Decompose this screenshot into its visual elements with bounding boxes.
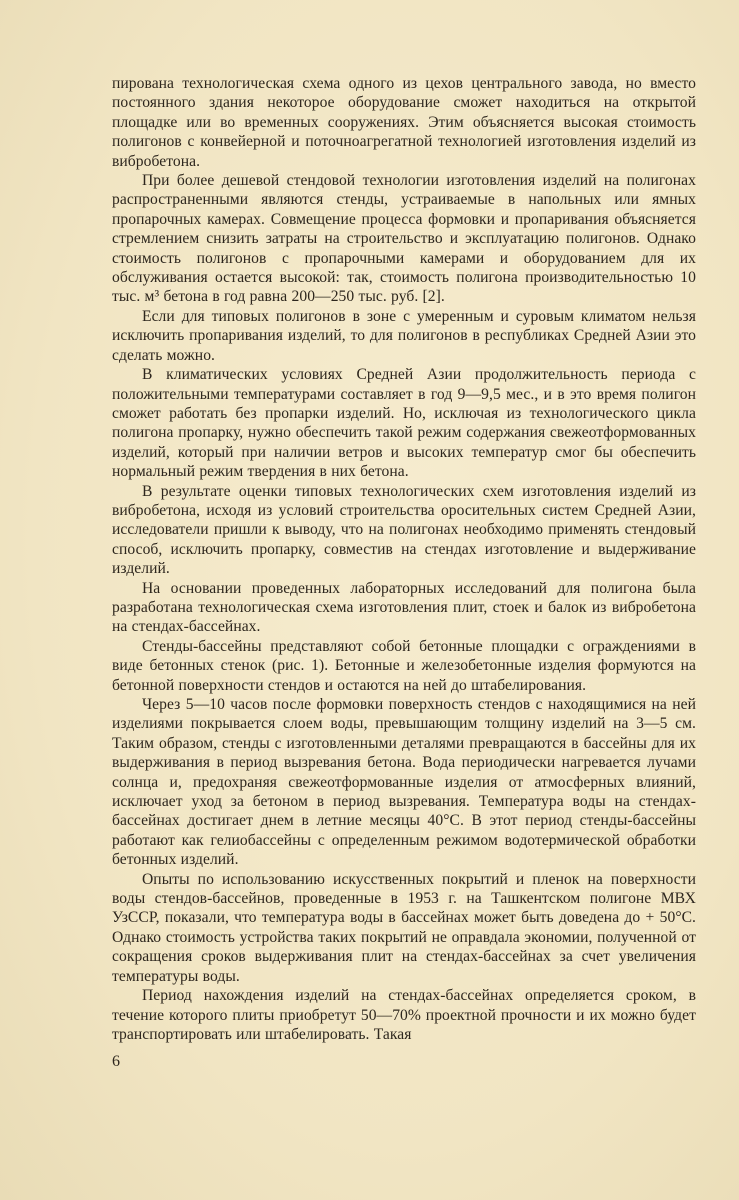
paragraph-9: Опыты по использованию искусственных покрытий и пленок на поверхности воды стендов-бассейнов, проведенные в 1953 г. на Ташкентском полигоне МВХ УзССР, показали, что температура воды в бассейнах может быть доведена до + 50°С. Однако стоимость устройства таких покрытий не оправдала экономии, полученной от сокращения сроков выдерживания плит на стендах-бассейнах за счет увеличения температуры воды.	[112, 870, 696, 985]
paragraph-3: Если для типовых полигонов в зоне с умеренным и суровым климатом нельзя исключить пропаривания изделий, то для полигонов в республиках Средней Азии это сделать можно.	[112, 307, 696, 364]
paragraph-4: В климатических условиях Средней Азии продолжительность периода с положительными температурами составляет в год 9—9,5 мес., и в это время полигон сможет работать без пропарки изделий. Но, исключая из технологического цикла полигона пропарку, нужно обеспечить такой режим содержания свежеотформованных изделий, который при наличии ветров и высоких температур смог бы обеспечить нормальный режим твердения в них бетона.	[112, 366, 696, 481]
page-number: 6	[112, 1053, 120, 1070]
paragraph-5: В результате оценки типовых технологических схем изготовления изделий из вибробетона, исходя из условий строительства оросительных систем Средней Азии, исследователи пришли к выводу, что на полигонах необходимо применять стендовый способ, исключить пропарку, совместив на стендах изготовление и выдерживание изделий.	[112, 482, 696, 578]
page-body	[112, 74, 696, 1044]
paragraph-8: Через 5—10 часов после формовки поверхность стендов с находящимися на ней изделиями покрывается слоем воды, превышающим толщину изделий на 3—5 см. Таким образом, стенды с изготовленными деталями превращаются в бассейны для их выдерживания в период вызревания бетона. Вода периодически нагревается лучами солнца и, предохраняя свежеотформованные изделия от атмосферных влияний, исключает уход за бетоном в период вызревания. Температура воды на стендах-бассейнах достигает днем в летние месяцы 40°С. В этот период стенды-бассейны работают как гелиобассейны с определенным режимом водотермической обработки бетонных изделий.	[112, 696, 696, 869]
paragraph-2: При более дешевой стендовой технологии изготовления изделий на полигонах распространенными являются стенды, устраиваемые в напольных или ямных пропарочных камерах. Совмещение процесса формовки и пропаривания объясняется стремлением снизить затраты на строительство и эксплуатацию полигонов. Однако стоимость полигонов с пропарочными камерами и оборудованием для их обслуживания остается высокой: так, стоимость полигона производительностью 10 тыс. м³ бетона в год равна 200—250 тыс. руб. [2].	[112, 172, 696, 306]
paragraph-1: пирована технологическая схема одного из цехов центрального завода, но вместо постоянного здания некоторое оборудование сможет находиться на открытой площадке или во временных сооружениях. Этим объясняется высокая стоимость полигонов с конвейерной и поточноагрегатной технологией изготовления изделий из вибробетона.	[112, 75, 696, 170]
paragraph-10: Период нахождения изделий на стендах-бассейнах определяется сроком, в течение которого плиты приобретут 50—70% проектной прочности и их можно будет транспортировать или штабелировать. Такая	[112, 987, 696, 1043]
paragraph-7: Стенды-бассейны представляют собой бетонные площадки с ограждениями в виде бетонных стенок (рис. 1). Бетонные и железобетонные изделия формуются на бетонной поверхности стендов и остаются на ней до штабелирования.	[112, 637, 696, 694]
paragraph-6: На основании проведенных лабораторных исследований для полигона была разработана технологическая схема изготовления плит, стоек и балок из вибробетона на стендах-бассейнах.	[112, 579, 696, 636]
